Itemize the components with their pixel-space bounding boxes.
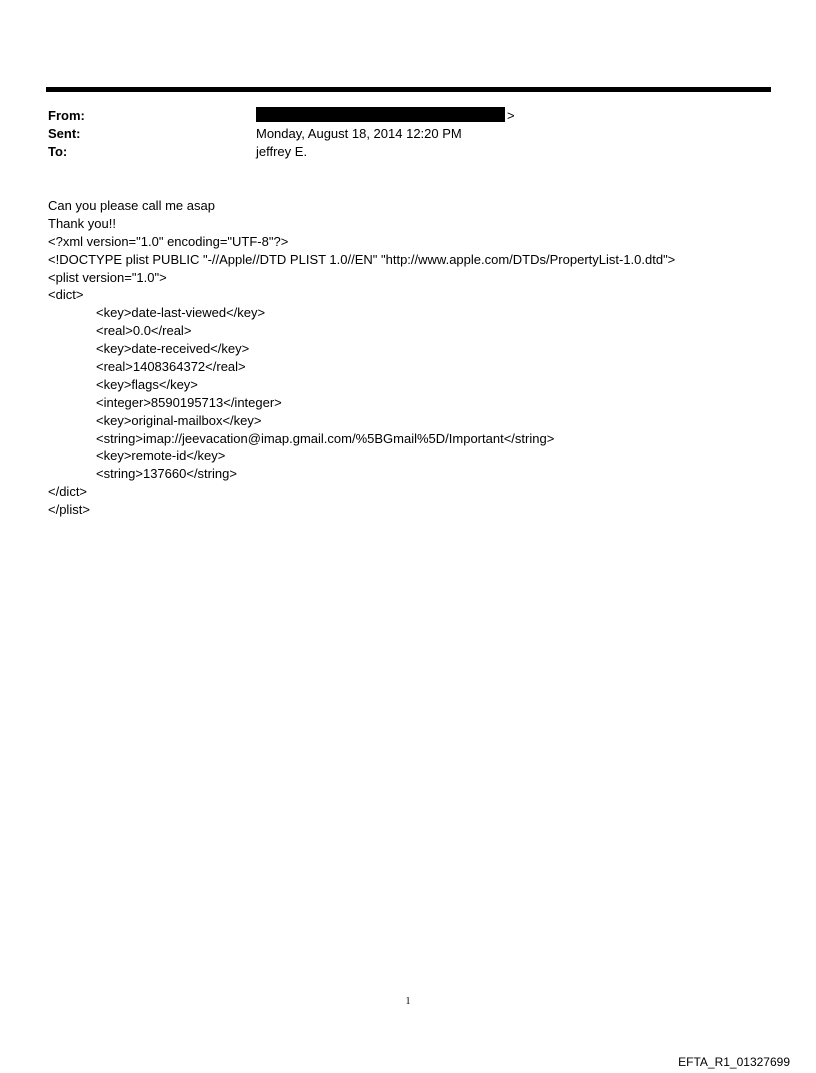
page-number: 1: [405, 996, 411, 1007]
body-line: <key>date-received</key>: [96, 341, 250, 357]
redaction-block: [256, 107, 505, 122]
body-line: <key>date-last-viewed</key>: [96, 305, 266, 321]
sent-row: [48, 125, 768, 143]
body-line: <string>imap://jeevacation@imap.gmail.com/%5BGmail%5D/Important</string>: [96, 430, 555, 446]
to-row: [48, 143, 768, 161]
body-line: <!DOCTYPE plist PUBLIC "-//Apple//DTD PLIST 1.0//EN" "http://www.apple.com/DTDs/PropertyList-1.0.dtd">: [48, 251, 676, 267]
body-line: <string>137660</string>: [96, 466, 237, 482]
email-body: [48, 197, 788, 519]
document-id: EFTA_R1_01327699: [678, 1055, 790, 1069]
body-line: Thank you!!: [48, 215, 116, 231]
from-label: From:: [48, 108, 85, 123]
sent-label: Sent:: [48, 126, 81, 141]
body-line: <key>original-mailbox</key>: [96, 412, 262, 428]
body-line: <integer>8590195713</integer>: [96, 394, 282, 410]
sent-value: Monday, August 18, 2014 12:20 PM: [256, 126, 462, 141]
from-value: [256, 107, 515, 125]
to-label: To:: [48, 144, 68, 159]
body-line: <real>0.0</real>: [96, 323, 192, 339]
header-rule: [46, 87, 771, 92]
body-line: <plist version="1.0">: [48, 269, 167, 285]
from-value-suffix: >: [507, 108, 515, 123]
body-line: <key>remote-id</key>: [96, 448, 226, 464]
body-line: </plist>: [48, 502, 90, 518]
body-line: <dict>: [48, 287, 84, 303]
body-line: Can you please call me asap: [48, 198, 215, 213]
body-line: <key>flags</key>: [96, 376, 198, 392]
body-line: </dict>: [48, 484, 88, 500]
to-value: jeffrey E.: [256, 144, 308, 159]
body-line: <real>1408364372</real>: [96, 359, 246, 375]
from-row: [48, 107, 768, 125]
body-line: <?xml version="1.0" encoding="UTF-8"?>: [48, 233, 289, 249]
